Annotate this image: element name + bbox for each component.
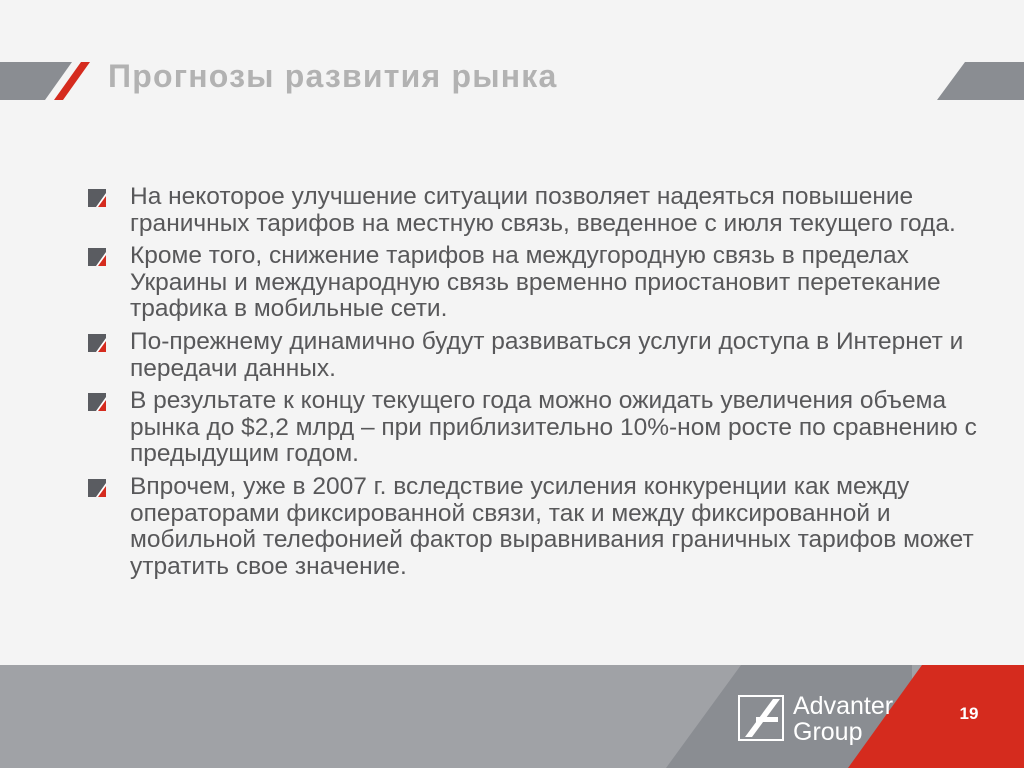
bullet-text: На некоторое улучшение ситуации позволяет надеяться повышение граничных тарифов на местную связь, введенное с июля текущего года. xyxy=(130,183,956,237)
list-item xyxy=(88,388,988,468)
bullet-icon xyxy=(88,248,106,266)
logo-name: Advanter xyxy=(793,692,894,720)
bullet-icon xyxy=(88,479,106,497)
logo-subname: Group xyxy=(793,718,863,746)
bullet-list xyxy=(88,184,988,586)
header-band-right xyxy=(937,62,1024,100)
list-item xyxy=(88,243,988,323)
bullet-icon xyxy=(88,189,106,207)
list-item xyxy=(88,184,988,237)
list-item xyxy=(88,329,988,382)
bullet-text: В результате к концу текущего года можно ожидать увеличения объема рынка до $2,2 млрд – при приблизительно 10%-ном росте по сравнению с предыдущим годом. xyxy=(130,387,977,468)
page-number: 19 xyxy=(959,704,979,723)
page-title: Прогнозы развития рынка xyxy=(108,58,558,94)
bullet-icon xyxy=(88,393,106,411)
bullet-text: Кроме того, снижение тарифов на междугородную связь в пределах Украины и международную связь временно приостановит перетекание трафика в мобильные сети. xyxy=(130,242,941,323)
bullet-text: Впрочем, уже в 2007 г. вследствие усиления конкуренции как между операторами фиксированной связи, так и между фиксированной и мобильной телефонией фактор выравнивания граничных тарифов может утратить свое значение. xyxy=(130,472,974,580)
bullet-text: По-прежнему динамично будут развиваться услуги доступа в Интернет и передачи данных. xyxy=(130,327,964,382)
bullet-icon xyxy=(88,334,106,352)
list-item xyxy=(88,474,988,580)
advanter-logo-icon xyxy=(738,695,784,741)
